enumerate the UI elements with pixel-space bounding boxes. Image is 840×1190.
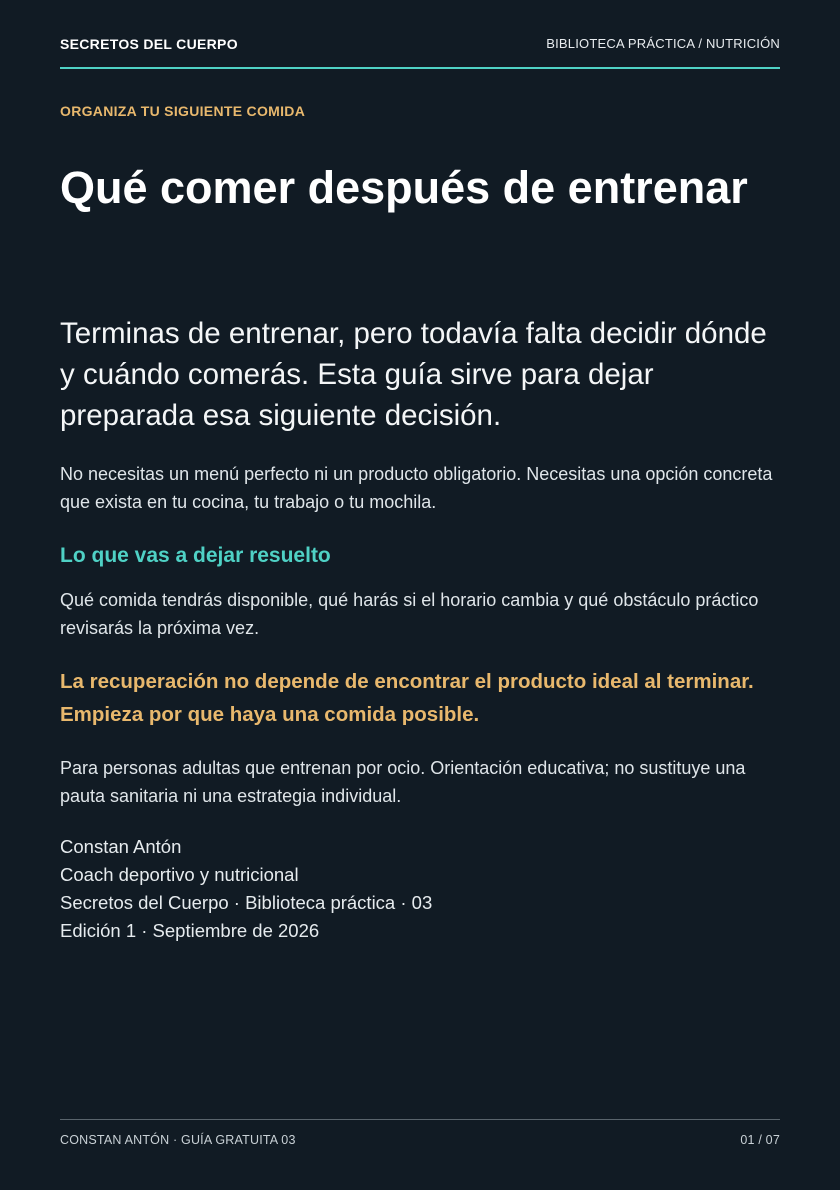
footer-credit: CONSTAN ANTÓN · GUÍA GRATUITA 03	[60, 1133, 296, 1147]
outcome-heading: Lo que vas a dejar resuelto	[60, 544, 331, 567]
page-title: Qué comer después de entrenar	[60, 162, 748, 213]
author-block	[60, 833, 780, 945]
author-name: Constan Antón	[60, 836, 182, 857]
guide-page	[60, 0, 780, 1190]
author-role: Coach deportivo y nutricional	[60, 864, 299, 885]
intro-paragraph: No necesitas un menú perfecto ni un producto obligatorio. Necesitas una opción concreta que exista en tu cocina, tu trabajo o tu mochila.	[60, 464, 773, 512]
section-breadcrumb: BIBLIOTECA PRÁCTICA / NUTRICIÓN	[546, 36, 780, 51]
brand-name: SECRETOS DEL CUERPO	[60, 36, 238, 52]
outcome-paragraph: Qué comida tendrás disponible, qué harás si el horario cambia y qué obstáculo práctico revisarás la próxima vez.	[60, 590, 759, 638]
edition-info: Edición 1 · Septiembre de 2026	[60, 920, 320, 941]
highlight-statement: La recuperación no depende de encontrar el producto ideal al terminar. Empieza por que haya una comida posible.	[60, 670, 754, 726]
page-number: 01 / 07	[740, 1133, 780, 1147]
disclaimer-paragraph: Para personas adultas que entrenan por ocio. Orientación educativa; no sustituye una pauta sanitaria ni una estrategia individual.	[60, 758, 746, 806]
page-header	[60, 34, 780, 69]
series-info: Secretos del Cuerpo · Biblioteca práctica · 03	[60, 892, 433, 913]
eyebrow-label: ORGANIZA TU SIGUIENTE COMIDA	[60, 103, 306, 119]
lead-paragraph: Terminas de entrenar, pero todavía falta decidir dónde y cuándo comerás. Esta guía sirve para dejar preparada esa siguiente decisión.	[60, 317, 767, 432]
page-footer	[60, 1119, 780, 1149]
